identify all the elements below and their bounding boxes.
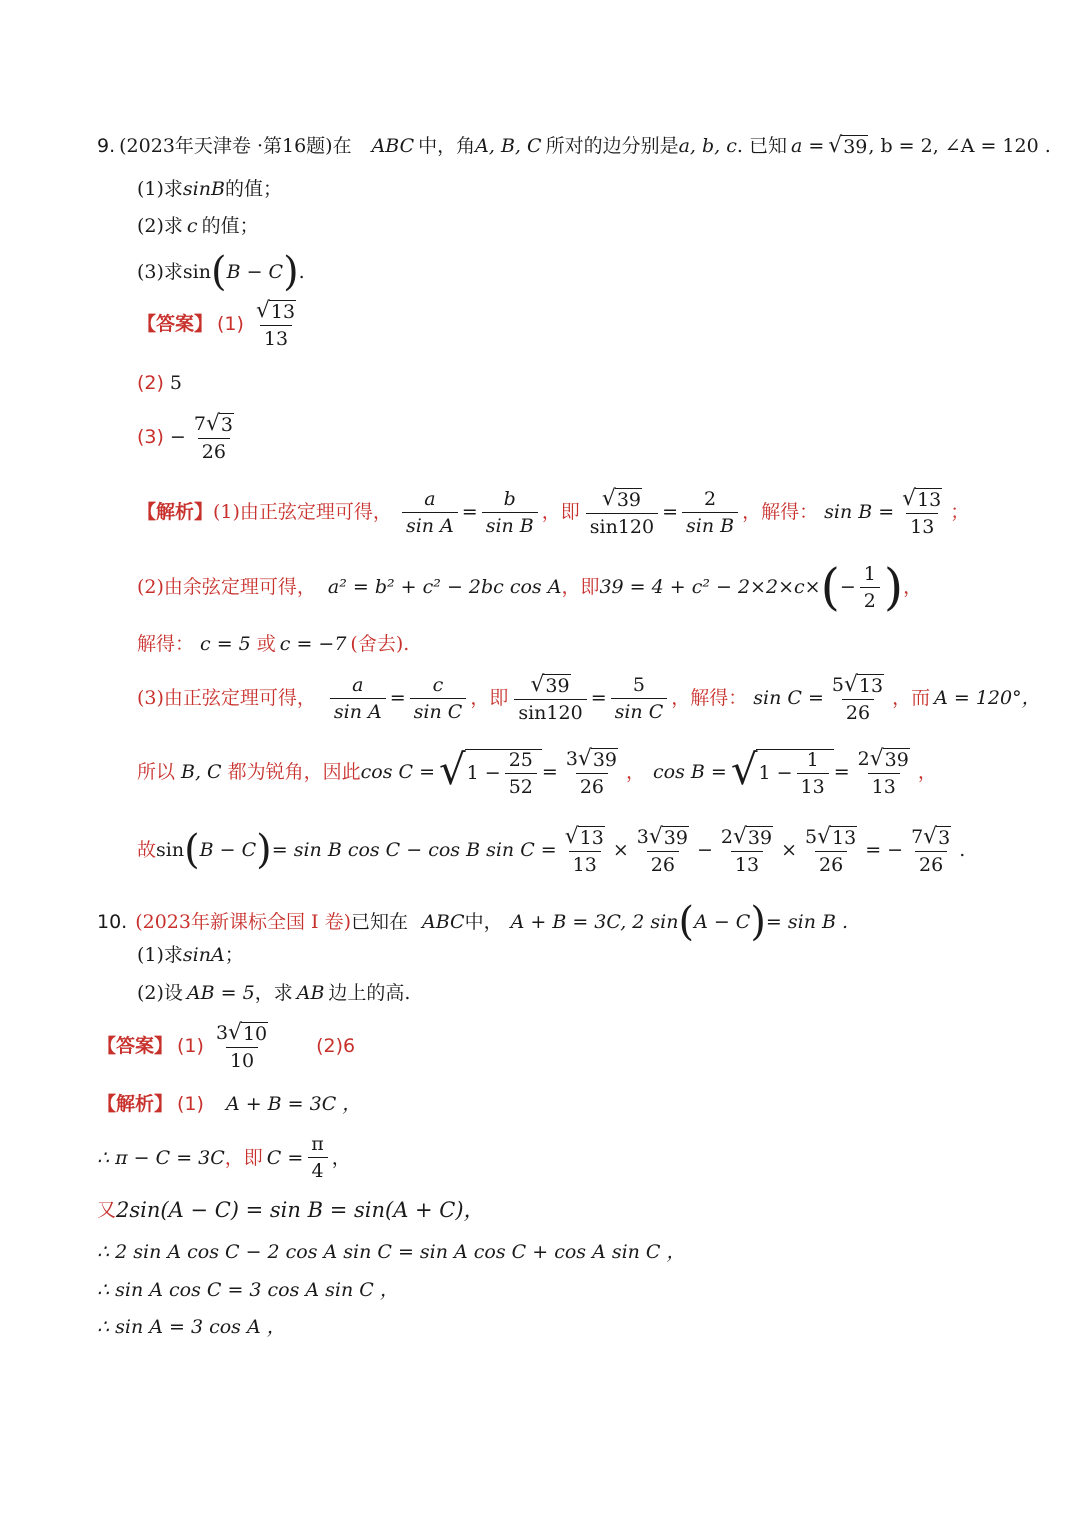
- q9-answer-3: (3) − 7 √ 3 26: [137, 413, 242, 462]
- q9-mid: 中，角: [418, 134, 476, 157]
- q10-part2: (2)设 AB = 5 ，求 AB 边上的高.: [137, 982, 411, 1004]
- q9-analysis-5: 故 sin ( B − C ) = sin B cos C − cos B sin C = √ 13 13 × 3 √ 39 26 − 2 √ 39 13 × 5 √ 13 26 = − 7 √ 3 26 .: [137, 824, 966, 876]
- q10-analysis-6: ∴ sin A = 3 cos A ，: [97, 1316, 286, 1338]
- q9-part3: (3)求 sin ( B − C ) .: [137, 249, 305, 295]
- q9-number: 9.: [97, 134, 116, 157]
- q10-analysis-2: ∴ π − C = 3C ，即 C = $\frac{\pi}{4}$ ，: [97, 1133, 351, 1182]
- answer-tag: 【答案】: [97, 1035, 174, 1057]
- q9-mid2: 所对的边分别是: [545, 134, 679, 157]
- q9-cond-a: a =: [790, 134, 825, 157]
- q9-analysis-2b: 解得： c = 5 或 c = −7 (舍去).: [137, 633, 410, 655]
- fraction: √ 13 13: [255, 298, 296, 350]
- analysis-tag: 【解析】: [97, 1093, 174, 1115]
- q9-part1: (1)求 sinB 的值；: [137, 178, 282, 200]
- q9-known: . 已知: [736, 134, 787, 157]
- sqrt: √ 1 − $\frac{1}{13}$: [731, 749, 834, 797]
- q9-sides: a, b, c: [678, 134, 737, 157]
- q10-source: (2023年新课标全国 Ⅰ 卷): [135, 911, 351, 934]
- q9-triangle: ABC: [371, 134, 415, 157]
- q9-cond-rest: , b = 2, ∠A = 120 .: [868, 134, 1051, 157]
- q10-header: 10. (2023年新课标全国 Ⅰ 卷) 已知在 ABC 中， A + B = 3C, 2 sin ( A − C ) = sin B .: [97, 899, 849, 945]
- q10-number: 10.: [97, 911, 128, 934]
- q10-analysis-3: 又 2sin(A − C) = sin B = sin(A + C)，: [97, 1198, 485, 1222]
- sqrt: √ 1 − $\frac{25}{52}$: [439, 749, 542, 797]
- q9-source: (2023年天津卷 ·第16题)在: [119, 134, 352, 157]
- q10-analysis-5: ∴ sin A cos C = 3 cos A sin C ，: [97, 1279, 399, 1301]
- answer-tag: 【答案】: [137, 313, 214, 335]
- sqrt-39: √ 39: [828, 133, 868, 158]
- q9-answer-1: 【答案】 (1) √ 13 13: [137, 300, 304, 349]
- q9-header: [97, 135, 1051, 157]
- q10-part1: (1)求 sinA ；: [137, 944, 244, 966]
- q9-analysis-1: 【解析】 (1)由正弦定理可得， $\frac{a}{\text{sin A}}$ = $\frac{b}{\text{sin B}}$ ，即 √ 39 sin120 = $\frac{2}{\text{sin B}}$ ，解得： sin B = √ 13 13 ；: [137, 486, 970, 538]
- q9-analysis-3: (3)由正弦定理可得， $\frac{a}{\text{sin A}}$ = $\frac{c}{\text{sin C}}$ ，即 √ 39 sin120 = $\frac{5}{\text{sin C}}$ ，解得： sin C = 5 √ 13 26 ，而 A = 120°，: [137, 672, 1041, 724]
- q10-answer: 【答案】 (1) 3 √ 10 10 (2)6: [97, 1020, 356, 1072]
- q9-part2: (2)求 c 的值；: [137, 215, 259, 237]
- q10-analysis-4: ∴ 2 sin A cos C − 2 cos A sin C = sin A cos C + cos A sin C ，: [97, 1241, 686, 1263]
- fraction: 7 √ 3 26: [193, 411, 233, 463]
- q9-answer-2: (2) 5: [137, 372, 183, 394]
- q9-angles: A, B, C: [475, 134, 542, 157]
- q10-analysis-1: 【解析】 (1) A + B = 3C ，: [97, 1093, 362, 1115]
- q9-analysis-2: (2)由余弦定理可得， a² = b² + c² − 2bc cos A ，即 39 = 4 + c² − 2×2×c× ( − $\frac{1}{2}$ ) ，: [137, 558, 923, 616]
- analysis-tag: 【解析】: [137, 501, 214, 523]
- q9-analysis-4: 所以 B, C 都为锐角，因此 cos C = √ 1 − $\frac{25}{52}$ = 3 √ 39 26 ， cos B = √ 1 − $\frac{1}{13}$ = 2 √ 39 13 ，: [137, 744, 937, 798]
